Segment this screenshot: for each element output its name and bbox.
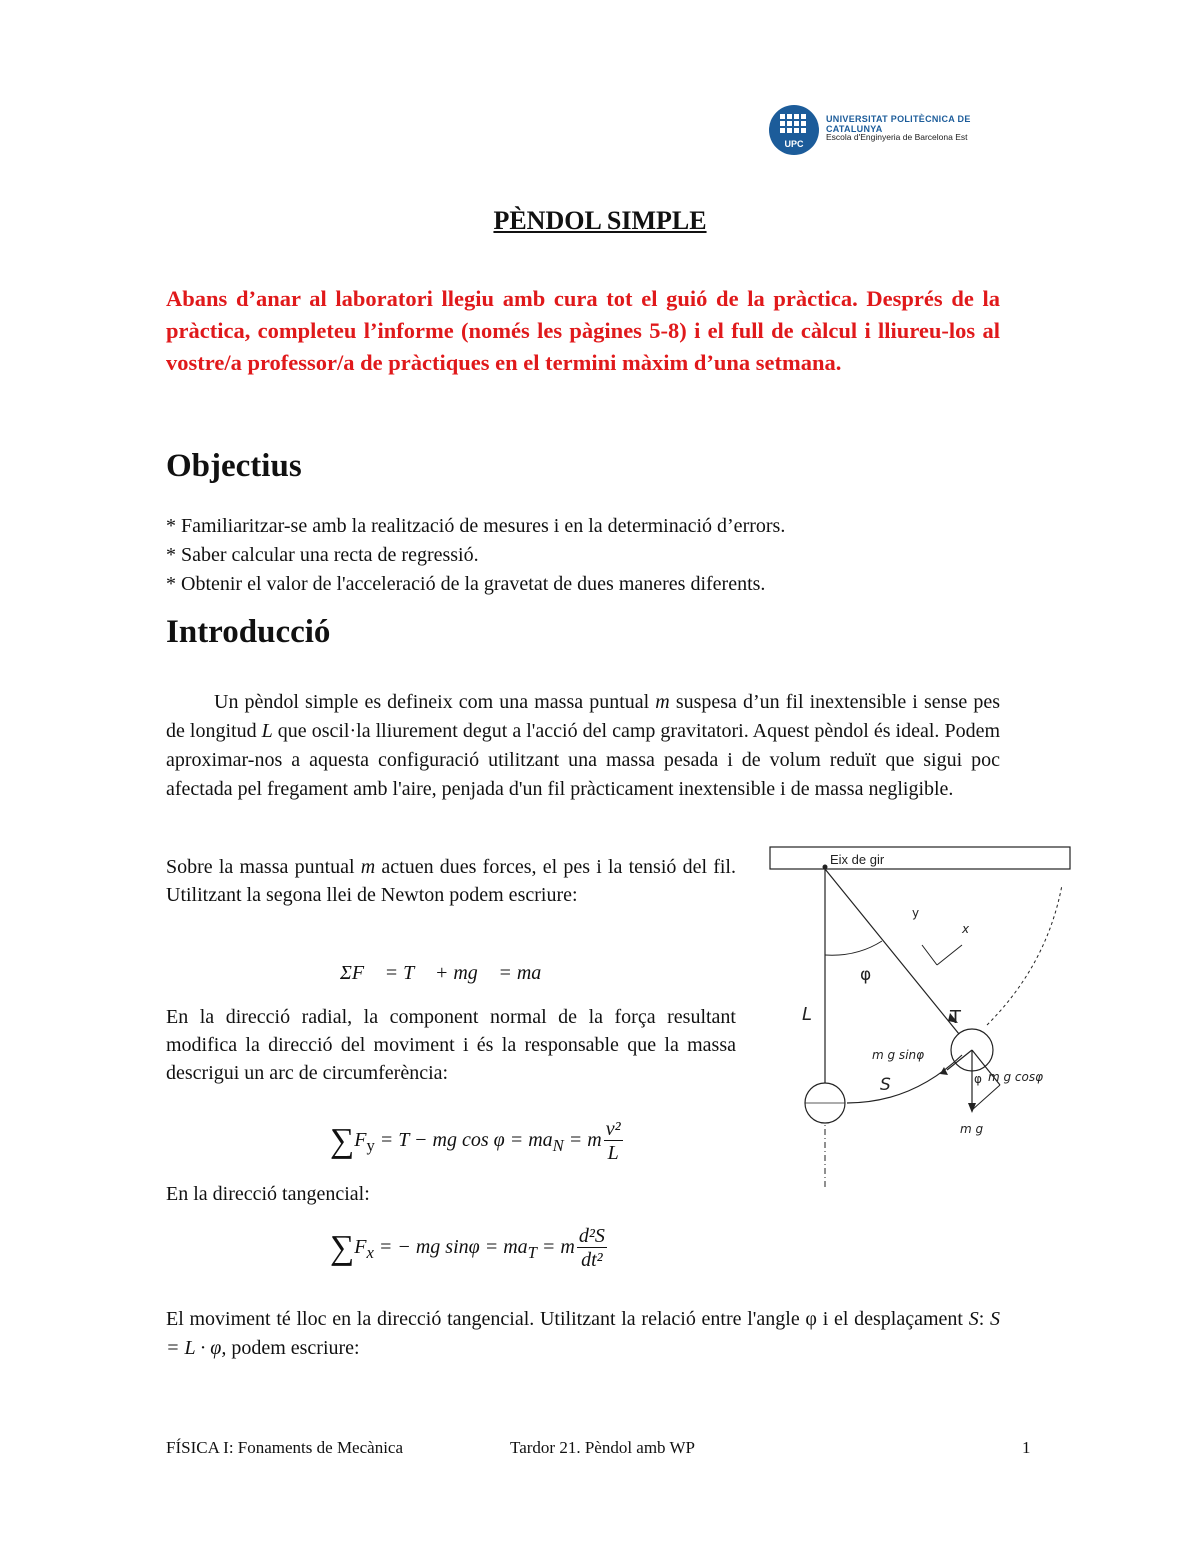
footer-term: Tardor 21. Pèndol amb WP <box>510 1438 695 1457</box>
tension-label: T <box>950 1007 961 1028</box>
introduction-heading: Introducció <box>166 614 331 650</box>
intro-paragraph-1: Un pèndol simple es defineix com una massa puntual m suspesa d’un fil inextensible i sense pes de longitud L que oscil·la lliurement degut a l'acció del camp gravitatori. Aquest pèndol és ideal. Podem aproximar-nos a aquesta configuració utilitzant una massa pesada i de volum reduït que sigui poc afectada pel fregament amb l'aire, penjada d'un fil pràcticament inextensible i de massa negligible. <box>166 691 1001 800</box>
arc-dashed <box>987 885 1062 1025</box>
angle-arc <box>825 941 882 955</box>
length-label: L <box>802 1004 813 1025</box>
normal-force-label: m g cosφ <box>988 1070 1044 1084</box>
equation-newton: ΣF⃗ = T⃗ + mg⃗ = ma⃗ <box>340 962 557 984</box>
school-name: Escola d'Enginyeria de Barcelona Est <box>826 132 968 142</box>
page-number: 1 <box>1022 1438 1031 1457</box>
arc-label: S <box>880 1075 891 1095</box>
tangential-force-label: m g sinφ <box>872 1048 925 1062</box>
objectives-list <box>166 512 1000 599</box>
y-axis-label: y <box>912 906 920 920</box>
arc-path <box>847 1055 962 1103</box>
university-logo <box>768 104 1028 156</box>
intro-paragraph-3: En la direcció radial, la component normal de la força resultant modifica la direcció del moviment i és la responsable que la massa descrigui un arc de circumferència: <box>166 1006 736 1084</box>
intro-paragraph-5: El moviment té lloc en la direcció tangencial. Utilitzant la relació entre l'angle φ i el desplaçament S: S = L · φ, podem escriure: <box>166 1308 1000 1359</box>
pivot-bar <box>770 847 1070 869</box>
weight-label: m g <box>960 1122 984 1136</box>
upc-seal-icon <box>768 104 820 156</box>
pivot-point <box>823 865 828 870</box>
university-name: UNIVERSITAT POLITÈCNICA DE CATALUNYA <box>826 114 971 134</box>
logo-mark-text: UPC <box>784 139 804 149</box>
page-title: PÈNDOL SIMPLE <box>493 206 707 235</box>
phi-weight-label: φ <box>974 1072 982 1086</box>
intro-paragraph-2: Sobre la massa puntual m actuen dues forces, el pes i la tensió del fil. Utilitzant la segona llei de Newton podem escriure: <box>166 856 736 906</box>
list-item: * Familiaritzar-se amb la realització de mesures i en la determinació d’errors. <box>166 515 786 537</box>
objectives-heading: Objectius <box>166 448 302 484</box>
phi-label: φ <box>860 965 872 985</box>
pendulum-diagram <box>762 845 1072 1195</box>
x-axis-label: x <box>962 922 970 936</box>
equation-radial: $\sum F_y = T$ − mg $\cos \varphi = ma_N = m$ $\frac{\text{v²}}{L}$ <box>330 1118 621 1164</box>
footer-course: FÍSICA I: Fonaments de Mecànica <box>166 1438 404 1457</box>
force-parallelogram <box>972 1085 1000 1110</box>
equation-tangential: $\sum F_x$ = − mg $\sin\varphi = ma_T = m$ $\frac{\text{d²S}}{\text{dt²}}$ <box>330 1225 605 1271</box>
list-item: * Saber calcular una recta de regressió. <box>166 544 479 566</box>
intro-paragraph-4: En la direcció tangencial: <box>166 1183 370 1205</box>
list-item: * Obtenir el valor de l'acceleració de la gravetat de dues maneres diferents. <box>166 573 766 595</box>
warning-notice: Abans d’anar al laboratori llegiu amb cura tot el guió de la pràctica. Després de la pràctica, completeu l’informe (només les pàgines 5-8) i el full de càlcul i lliureu-los al vostre/a professor/a de pràctiques en el termini màxim d’una setmana. <box>166 286 1000 375</box>
pivot-label: Eix de gir <box>830 852 885 867</box>
